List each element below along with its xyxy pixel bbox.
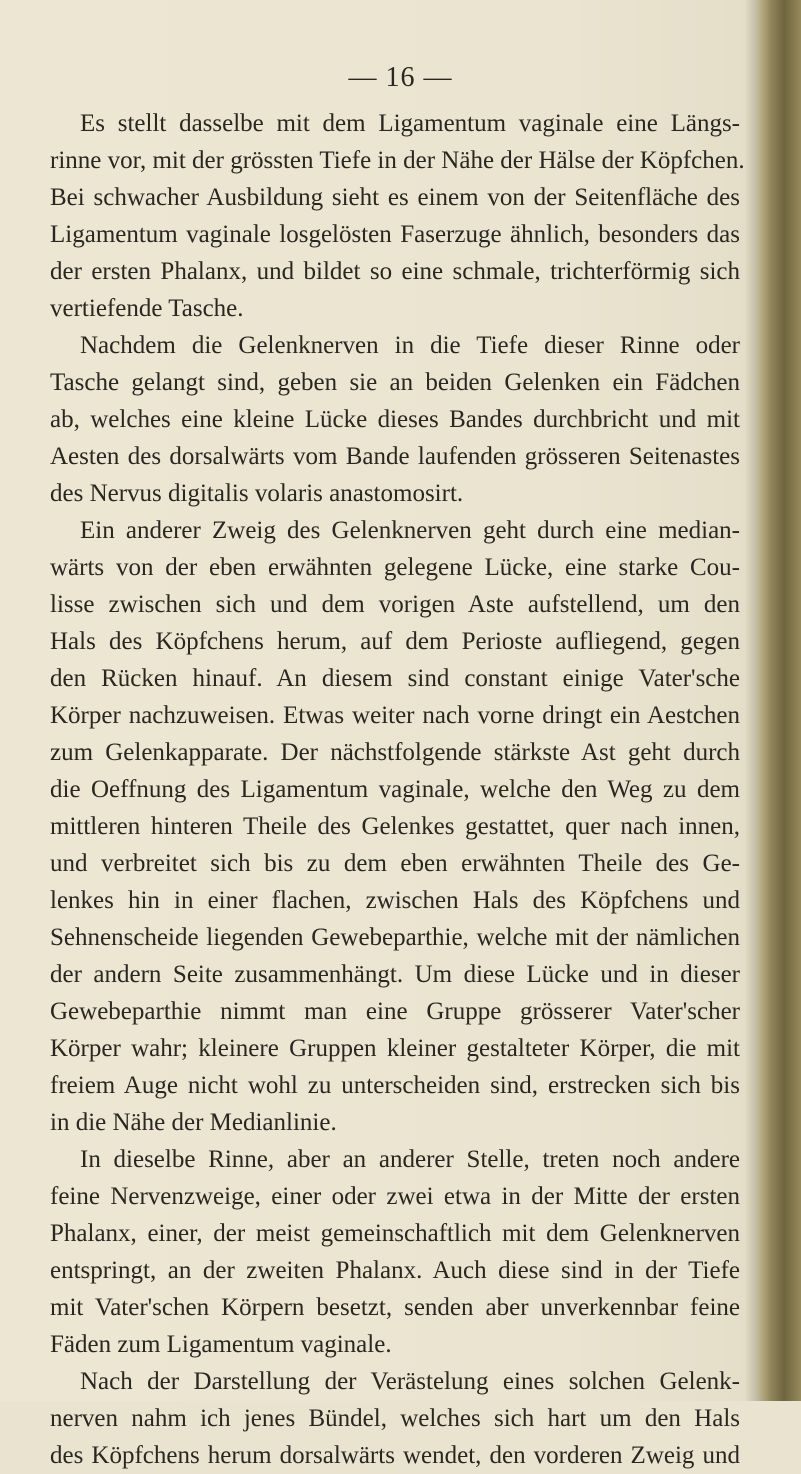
text-line: entspringt, an der zweiten Phalanx. Auch diese sind in der Tiefe [50,1257,740,1284]
paragraph [50,1363,740,1474]
text-line: die Oeffnung des Ligamentum vaginale, welche den Weg zu dem [50,776,740,803]
text-line: den Rücken hinauf. An diesem sind constant einige Vater'sche [50,665,740,692]
page-shadow [745,0,759,1401]
book-binding-edge [759,0,801,1401]
text-line: und verbreitet sich bis zu dem eben erwähnten Theile des Ge- [50,850,740,877]
text-line: Körper wahr; kleinere Gruppen kleiner gestalteter Körper, die mit [50,1035,740,1062]
text-line: Phalanx, einer, der meist gemeinschaftlich mit dem Gelenknerven [50,1220,740,1247]
text-line: Hals des Köpfchens herum, auf dem Perioste aufliegend, gegen [50,628,740,655]
page-number: — 16 — [348,62,453,93]
text-line: vertiefende Tasche. [50,295,244,322]
text-line: freiem Auge nicht wohl zu unterscheiden sind, erstrecken sich bis [50,1072,740,1099]
text-line: des Köpfchens herum dorsalwärts wendet, den vorderen Zweig und [50,1442,740,1469]
text-line: in die Nähe der Medianlinie. [50,1109,337,1136]
paragraph [50,512,740,1141]
paragraph [50,105,745,327]
text-line: wärts von der eben erwähnten gelegene Lücke, eine starke Cou- [50,554,740,581]
text-line: feine Nervenzweige, einer oder zwei etwa in der Mitte der ersten [50,1183,740,1210]
text-line: lenkes hin in einer flachen, zwischen Hals des Köpfchens und [50,887,740,914]
text-line: mit Vater'schen Körpern besetzt, senden aber unverkennbar feine [50,1294,740,1321]
text-line: Sehnenscheide liegenden Gewebeparthie, welche mit der nämlichen [50,924,740,951]
text-line: rinne vor, mit der grössten Tiefe in der Nähe der Hälse der Köpfchen. [50,147,745,174]
text-line: Es stellt dasselbe mit dem Ligamentum vaginale eine Längs- [80,110,740,137]
text-line: mittleren hinteren Theile des Gelenkes gestattet, quer nach innen, [50,813,740,840]
text-line: Ligamentum vaginale losgelösten Faserzuge ähnlich, besonders das [50,221,740,248]
text-line: nerven nahm ich jenes Bündel, welches sich hart um den Hals [50,1405,740,1432]
text-body [50,105,745,1474]
text-line: Ein anderer Zweig des Gelenknerven geht durch eine median- [80,517,740,544]
text-line: Tasche gelangt sind, geben sie an beiden Gelenken ein Fädchen [50,369,740,396]
text-line: Aesten des dorsalwärts vom Bande laufenden grösseren Seitenastes [50,443,740,470]
paragraph [50,1141,740,1363]
text-line: In dieselbe Rinne, aber an anderer Stelle, treten noch andere [80,1146,740,1173]
text-line: lisse zwischen sich und dem vorigen Aste aufstellend, um den [50,591,740,618]
text-line: Gewebeparthie nimmt man eine Gruppe grösserer Vater'scher [50,998,740,1025]
text-line: Bei schwacher Ausbildung sieht es einem von der Seitenfläche des [50,184,740,211]
text-line: Fäden zum Ligamentum vaginale. [50,1331,392,1358]
text-line: der ersten Phalanx, und bildet so eine schmale, trichterförmig sich [50,258,740,285]
text-line: Körper nachzuweisen. Etwas weiter nach vorne dringt ein Aestchen [50,702,740,729]
text-line: zum Gelenkapparate. Der nächstfolgende stärkste Ast geht durch [50,739,740,766]
text-line: Nachdem die Gelenknerven in die Tiefe dieser Rinne oder [80,332,740,359]
text-line: der andern Seite zusammenhängt. Um diese Lücke und in dieser [50,961,740,988]
text-line: Nach der Darstellung der Verästelung eines solchen Gelenk- [80,1368,740,1395]
paragraph [50,327,740,512]
text-line: des Nervus digitalis volaris anastomosirt. [50,480,464,507]
text-line: ab, welches eine kleine Lücke dieses Bandes durchbricht und mit [50,406,740,433]
